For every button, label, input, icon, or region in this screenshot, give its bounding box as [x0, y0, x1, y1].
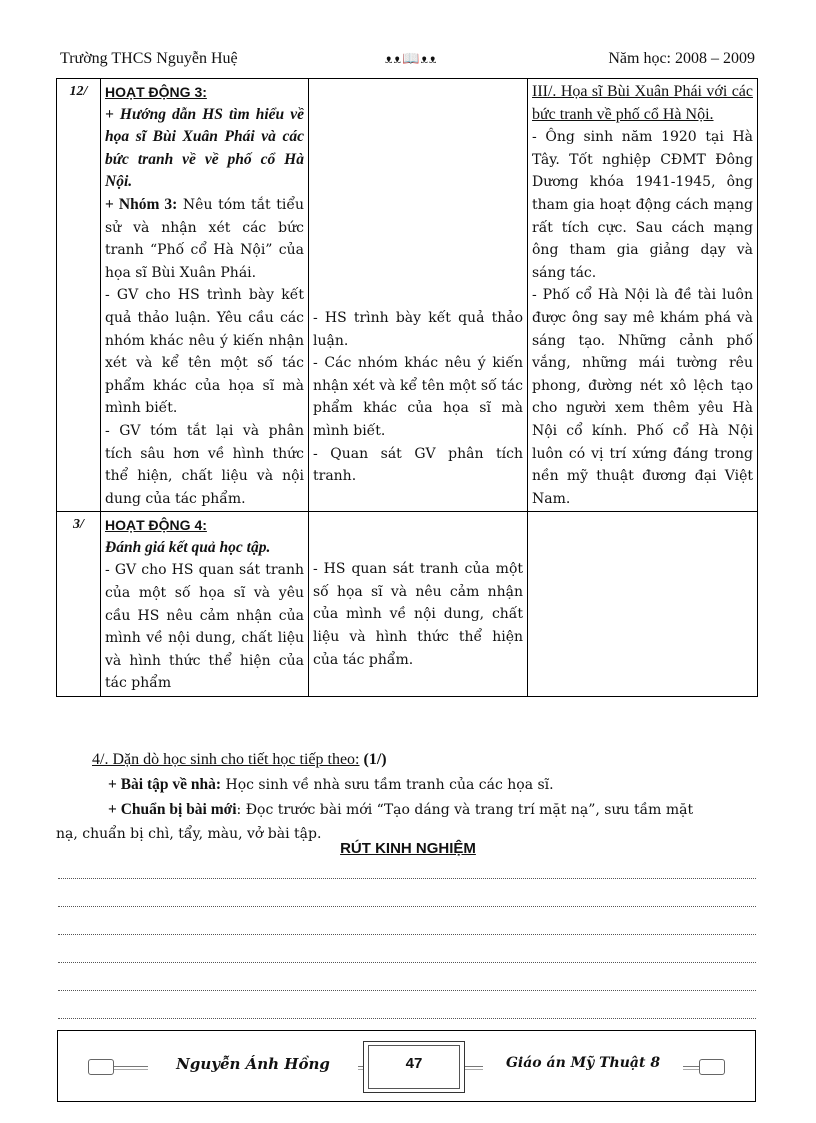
group-text: Nêu tóm tắt tiểu sử và nhận xét các bức tranh “Phố cổ Hà Nội” của họa sĩ Bùi Xuân Phái. [105, 196, 304, 281]
teacher-activity-cell [101, 512, 309, 697]
activity-title: + Hướng dẫn HS tìm hiểu về họa sĩ Bùi Xuân Phái và các bức tranh về về phố cổ Hà Nội. [105, 105, 304, 191]
homework-heading: 4/. Dặn dò học sinh cho tiết học tiếp theo: (1/) [92, 751, 387, 768]
note-line [58, 962, 756, 963]
teacher-activity-cell [101, 79, 309, 512]
lesson-table [56, 78, 758, 697]
next-lesson-prep-cont: nạ, chuẩn bị chì, tẩy, màu, vở bài tập. [56, 826, 322, 842]
student-paragraph: - Các nhóm khác nêu ý kiến nhận xét và kể tên một số tác phẩm khác của họa sĩ mà mình biết. [313, 355, 523, 439]
content-cell [528, 79, 758, 512]
teacher-paragraph: - GV cho HS quan sát tranh của một số họa sĩ và yêu cầu HS nêu cảm nhận của mình về nội dung, chất liệu và hình thức thể hiện của tác phẩm [105, 562, 304, 692]
page-footer [57, 1030, 756, 1102]
experience-heading: RÚT KINH NGHIỆM [340, 840, 476, 857]
subject-title: Giáo án Mỹ Thuật 8 [483, 1055, 683, 1071]
section-heading: HOẠT ĐỘNG 4: [105, 517, 207, 534]
content-paragraph: - Phố cổ Hà Nội là đề tài luôn được ông say mê khám phá và sáng tạo. Những cảnh phố vắng, những mái tường rêu phong, đường nét xô lệch tạo cho người xem thêm yêu Hà Nội cổ kính. Phố cổ Hà Nội luôn có vị trí xứng đáng trong nền mỹ thuật đương đại Việt Nam. [532, 287, 753, 507]
student-paragraph: - Quan sát GV phân tích tranh. [313, 445, 523, 485]
note-line [58, 906, 756, 907]
content-cell [528, 512, 758, 697]
student-paragraph: - HS quan sát tranh của một số họa sĩ và nêu cảm nhận của mình về nội dung, chất liệu và hình thức thể hiện của tác phẩm. [313, 561, 523, 668]
author-name: Nguyễn Ánh Hồng [148, 1055, 358, 1073]
scroll-ornament-icon [88, 1059, 114, 1075]
content-title: III/. Họa sĩ Bùi Xuân Phái với các bức tranh về phố cổ Hà Nội. [532, 83, 753, 123]
homework-assignment: + Bài tập về nhà: Học sinh về nhà sưu tầm tranh của các họa sĩ. [108, 776, 554, 793]
scroll-ornament-icon [699, 1059, 725, 1075]
student-activity-cell [309, 512, 528, 697]
time-cell: 12/ [57, 79, 101, 512]
student-activity-cell [309, 79, 528, 512]
group-task [105, 194, 304, 284]
student-paragraph: - HS trình bày kết quả thảo luận. [313, 310, 523, 349]
ornament-book-icon: ᴥᴥ📖ᴥᴥ [385, 52, 438, 67]
page-number: 47 [405, 1055, 423, 1072]
table-row [57, 79, 758, 512]
note-line [58, 1018, 756, 1019]
teacher-paragraph: - GV tóm tắt lại và phân tích sâu hơn về hình thức thể hiện, chất liệu và nội dung của tác phẩm. [105, 422, 304, 507]
teacher-paragraph: - GV cho HS trình bày kết quả thảo luận. Yêu cầu các nhóm khác nêu ý kiến nhận xét và kể tên một số tác phẩm khác của họa sĩ mà mình biết. [105, 287, 304, 417]
page-header [60, 50, 755, 76]
note-line [58, 878, 756, 879]
group-label: + Nhóm 3: [105, 195, 178, 213]
note-line [58, 934, 756, 935]
school-name: Trường THCS Nguyễn Huệ [60, 50, 238, 67]
note-line [58, 990, 756, 991]
section-heading: HOẠT ĐỘNG 3: [105, 84, 207, 100]
activity-title: Đánh giá kết quả học tập. [105, 538, 271, 556]
school-year: Năm học: 2008 – 2009 [608, 50, 755, 67]
time-cell: 3/ [57, 512, 101, 697]
next-lesson-prep: + Chuẩn bị bài mới: Đọc trước bài mới “Tạo dáng và trang trí mặt nạ”, sưu tầm mặt [108, 801, 694, 818]
table-row [57, 512, 758, 697]
content-paragraph: - Ông sinh năm 1920 tại Hà Tây. Tốt nghiệp CĐMT Đông Dương khóa 1941-1945, ông tham gia hoạt động cách mạng rất tích cực. Sau cách mạng ông tham gia giảng dạy và sáng tác. [532, 129, 753, 281]
